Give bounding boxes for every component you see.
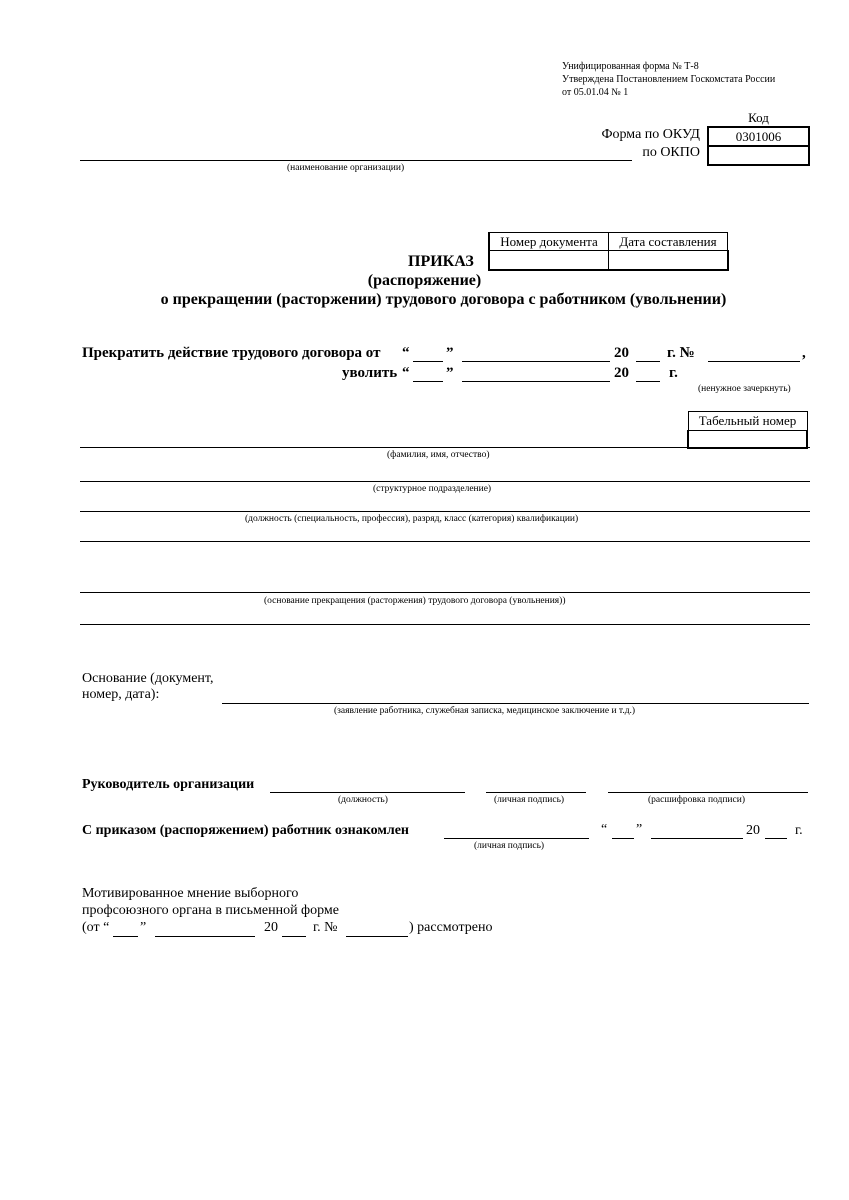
department-line[interactable] <box>80 481 810 482</box>
doc-date-header: Дата составления <box>609 233 728 251</box>
strike-note: (ненужное зачеркнуть) <box>698 384 791 394</box>
okpo-code[interactable] <box>708 146 809 165</box>
reason-line[interactable] <box>80 592 810 593</box>
okud-label: Форма по ОКУД <box>601 127 700 142</box>
dismiss-year-prefix: 20 <box>614 365 629 381</box>
ack-label: С приказом (распоряжением) работник ознакомлен <box>82 823 409 838</box>
doc-number-header: Номер документа <box>489 233 609 251</box>
terminate-year-prefix: 20 <box>614 345 629 361</box>
title-subject: о прекращении (расторжении) трудового договора с работником (увольнении) <box>160 291 727 308</box>
org-name-line[interactable] <box>80 160 632 161</box>
ack-signature-line[interactable] <box>444 838 589 839</box>
ack-signature-caption: (личная подпись) <box>474 841 545 851</box>
dismiss-quote-open: “ <box>402 365 410 381</box>
dismiss-day-field[interactable] <box>413 381 443 382</box>
head-decode-caption: (расшифровка подписи) <box>648 795 745 805</box>
title-prikaz: ПРИКАЗ <box>408 253 474 270</box>
terminate-number-field[interactable] <box>708 361 800 362</box>
dismiss-quote-close: ” <box>446 365 454 381</box>
head-label: Руководитель организации <box>82 777 255 792</box>
title-rasporyazhenie: (распоряжение) <box>367 272 482 289</box>
union-month-field[interactable] <box>155 936 255 937</box>
union-year-prefix: 20 <box>264 920 278 935</box>
basis-line[interactable] <box>222 703 809 704</box>
dismiss-year-field[interactable] <box>636 381 660 382</box>
fio-caption: (фамилия, имя, отчество) <box>387 450 490 460</box>
dismiss-label: уволить <box>342 365 398 381</box>
tab-number-label: Табельный номер <box>688 412 807 431</box>
terminate-quote-open: “ <box>402 345 410 361</box>
union-open: (от “ <box>82 920 110 935</box>
fio-line[interactable] <box>80 447 810 448</box>
union-line-1: Мотивированное мнение выборного <box>82 886 299 901</box>
head-position-caption: (должность) <box>338 795 388 805</box>
form-approval-date: от 05.01.04 № 1 <box>562 87 629 98</box>
terminate-quote-close: ” <box>446 345 454 361</box>
union-quote-close: ” <box>140 920 147 935</box>
position-line-2[interactable] <box>80 541 810 542</box>
union-line-2: профсоюзного органа в письменной форме <box>82 903 339 918</box>
terminate-month-field[interactable] <box>462 361 610 362</box>
head-signature-line[interactable] <box>486 792 586 793</box>
doc-date-field[interactable] <box>609 251 728 271</box>
dismiss-year-suffix: г. <box>669 365 678 381</box>
tab-number-table <box>687 411 808 449</box>
basis-label-2: номер, дата): <box>82 687 160 702</box>
doc-number-field[interactable] <box>489 251 609 271</box>
head-position-line[interactable] <box>270 792 465 793</box>
ack-month-field[interactable] <box>651 838 743 839</box>
dismiss-month-field[interactable] <box>462 381 610 382</box>
form-approval: Утверждена Постановлением Госкомстата России <box>562 74 776 85</box>
union-day-field[interactable] <box>113 936 138 937</box>
codes-table <box>707 110 810 166</box>
ack-day-field[interactable] <box>612 838 634 839</box>
terminate-label: Прекратить действие трудового договора от <box>82 345 381 361</box>
codes-head: Код <box>708 110 809 127</box>
terminate-comma: , <box>802 345 806 361</box>
ack-year-suffix: г. <box>795 823 803 838</box>
okpo-label: по ОКПО <box>642 145 700 160</box>
head-decode-line[interactable] <box>608 792 808 793</box>
position-caption: (должность (специальность, профессия), разряд, класс (категория) квалификации) <box>245 514 579 524</box>
reason-line-2[interactable] <box>80 624 810 625</box>
basis-label-1: Основание (документ, <box>82 671 214 686</box>
org-name-caption: (наименование организации) <box>287 163 405 173</box>
head-signature-caption: (личная подпись) <box>494 795 565 805</box>
ack-year-field[interactable] <box>765 838 787 839</box>
tab-number-field[interactable] <box>688 431 807 449</box>
terminate-day-field[interactable] <box>413 361 443 362</box>
okud-code[interactable]: 0301006 <box>708 127 809 146</box>
form-number: Унифицированная форма № Т-8 <box>562 61 699 72</box>
position-line[interactable] <box>80 511 810 512</box>
department-caption: (структурное подразделение) <box>373 484 492 494</box>
union-number-label: г. № <box>313 920 338 935</box>
ack-quote-open: “ <box>601 822 608 837</box>
ack-year-prefix: 20 <box>746 823 760 838</box>
doc-table <box>488 232 729 271</box>
union-number-field[interactable] <box>346 936 408 937</box>
ack-quote-close: ” <box>636 822 643 837</box>
reason-caption: (основание прекращения (расторжения) трудового договора (увольнения)) <box>264 596 566 606</box>
basis-caption: (заявление работника, служебная записка, медицинское заключение и т.д.) <box>334 706 636 716</box>
union-end: ) рассмотрено <box>409 920 493 935</box>
terminate-number-label: г. № <box>667 345 695 361</box>
union-year-field[interactable] <box>282 936 306 937</box>
terminate-year-field[interactable] <box>636 361 660 362</box>
